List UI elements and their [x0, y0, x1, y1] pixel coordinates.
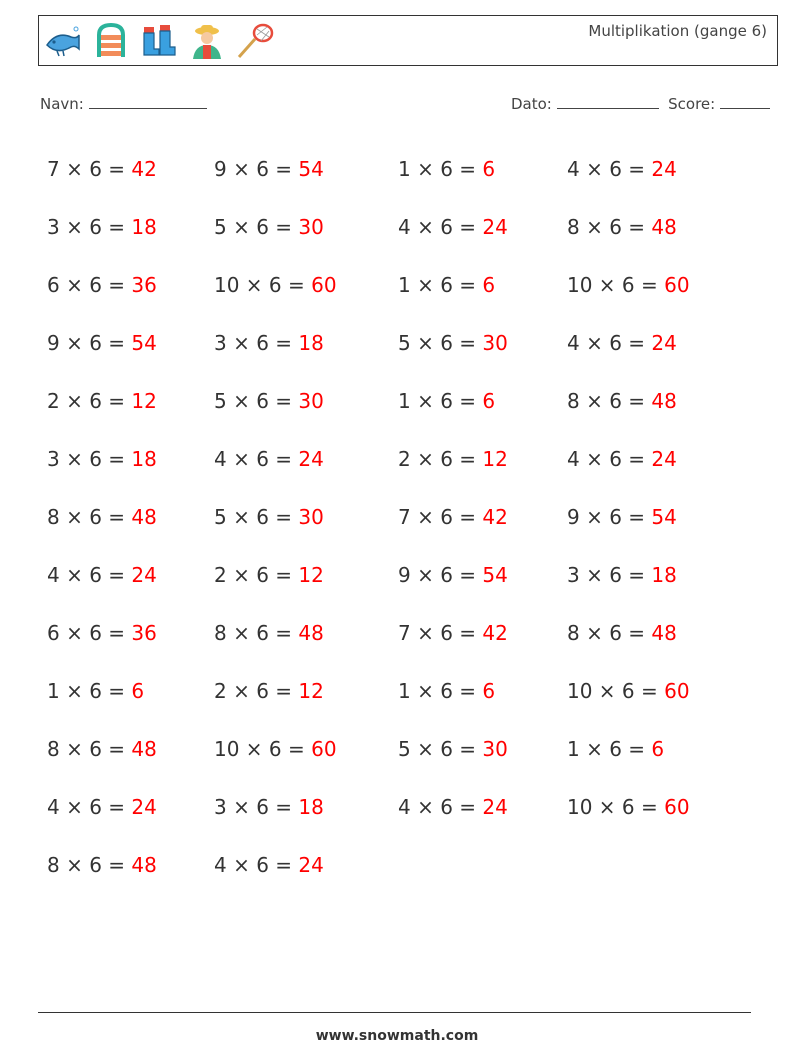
problem-question: 4 × 6 = — [567, 157, 652, 181]
problem-answer: 24 — [651, 331, 677, 355]
problem-answer: 30 — [298, 389, 324, 413]
problem-row — [47, 314, 747, 372]
name-field — [40, 94, 207, 113]
problem-question: 4 × 6 = — [47, 795, 132, 819]
problem-answer: 54 — [651, 505, 677, 529]
problem-row — [47, 372, 747, 430]
problem-answer: 48 — [131, 853, 157, 877]
problem-question: 9 × 6 = — [398, 563, 483, 587]
date-label: Dato: — [510, 95, 552, 113]
problem-question: 9 × 6 = — [567, 505, 652, 529]
problem — [214, 853, 398, 877]
problem-answer: 6 — [482, 389, 496, 413]
problem-question: 10 × 6 = — [567, 795, 665, 819]
problem-answer: 6 — [482, 157, 496, 181]
problem-question: 10 × 6 = — [567, 273, 665, 297]
problem-answer: 24 — [482, 795, 508, 819]
problem — [398, 737, 567, 761]
problem — [214, 447, 398, 471]
problem — [398, 331, 567, 355]
problem-answer: 24 — [298, 447, 324, 471]
fishing-net-icon — [235, 21, 275, 61]
problem — [47, 389, 214, 413]
problem-answer: 18 — [298, 795, 324, 819]
problem-row — [47, 720, 747, 778]
problem — [398, 273, 567, 297]
problem-answer: 30 — [482, 331, 508, 355]
problem-question: 1 × 6 = — [398, 273, 483, 297]
problem-answer: 6 — [482, 273, 496, 297]
problem — [567, 273, 747, 297]
ladder-icon — [91, 21, 131, 61]
problem — [567, 447, 747, 471]
problem-question: 5 × 6 = — [398, 331, 483, 355]
problem-answer: 24 — [651, 447, 677, 471]
problem — [567, 331, 747, 355]
problem-question: 4 × 6 = — [214, 853, 299, 877]
problem-answer: 60 — [664, 679, 690, 703]
problem — [214, 331, 398, 355]
problem — [398, 563, 567, 587]
header-box — [38, 15, 778, 66]
problem — [214, 679, 398, 703]
problem — [398, 389, 567, 413]
problem-row — [47, 198, 747, 256]
problem-answer: 6 — [482, 679, 496, 703]
problem-question: 7 × 6 = — [398, 621, 483, 645]
problem-row — [47, 778, 747, 836]
problem-question: 6 × 6 = — [47, 621, 132, 645]
problem — [567, 157, 747, 181]
problem-answer: 48 — [131, 505, 157, 529]
problem-question: 7 × 6 = — [47, 157, 132, 181]
problem-question: 9 × 6 = — [47, 331, 132, 355]
problem — [567, 621, 747, 645]
problem-row — [47, 488, 747, 546]
date-blank — [557, 94, 659, 109]
worksheet-title: Multiplikation (gange 6) — [588, 22, 767, 40]
problem-answer: 48 — [651, 389, 677, 413]
problem-answer: 36 — [131, 273, 157, 297]
problem-question: 2 × 6 = — [398, 447, 483, 471]
problem-answer: 12 — [131, 389, 157, 413]
problem-answer: 24 — [131, 795, 157, 819]
problem-question: 5 × 6 = — [214, 389, 299, 413]
problem — [47, 157, 214, 181]
problem — [567, 505, 747, 529]
problem-question: 8 × 6 = — [214, 621, 299, 645]
problem — [214, 389, 398, 413]
problem — [398, 157, 567, 181]
problem-row — [47, 256, 747, 314]
problem-question: 10 × 6 = — [214, 273, 312, 297]
problem — [567, 389, 747, 413]
problem-answer: 48 — [651, 215, 677, 239]
problem-row — [47, 140, 747, 198]
problem — [567, 737, 747, 761]
problem-question: 9 × 6 = — [214, 157, 299, 181]
problem-question: 7 × 6 = — [398, 505, 483, 529]
problem-answer: 12 — [298, 563, 324, 587]
problem-answer: 54 — [131, 331, 157, 355]
score-blank — [720, 94, 770, 109]
problem — [47, 679, 214, 703]
problem-question: 4 × 6 = — [47, 563, 132, 587]
problem-question: 10 × 6 = — [567, 679, 665, 703]
problem — [398, 447, 567, 471]
problem-row — [47, 836, 747, 894]
problem-question: 8 × 6 = — [47, 505, 132, 529]
problem — [214, 563, 398, 587]
icon-strip — [43, 20, 275, 62]
problem-answer: 18 — [131, 447, 157, 471]
problem-question: 4 × 6 = — [214, 447, 299, 471]
problem — [47, 273, 214, 297]
problem — [47, 215, 214, 239]
problem-answer: 42 — [482, 505, 508, 529]
problem — [47, 621, 214, 645]
problem-question: 4 × 6 = — [398, 795, 483, 819]
problem-question: 8 × 6 = — [567, 215, 652, 239]
problem-question: 4 × 6 = — [567, 331, 652, 355]
problem-grid — [47, 140, 747, 894]
problem-row — [47, 546, 747, 604]
problem — [214, 215, 398, 239]
problem — [398, 679, 567, 703]
problem-question: 3 × 6 = — [567, 563, 652, 587]
problem-question: 4 × 6 = — [567, 447, 652, 471]
problem-question: 3 × 6 = — [47, 215, 132, 239]
problem-question: 6 × 6 = — [47, 273, 132, 297]
problem-row — [47, 604, 747, 662]
problem-answer: 18 — [298, 331, 324, 355]
problem-answer: 36 — [131, 621, 157, 645]
problem — [47, 563, 214, 587]
problem-question: 8 × 6 = — [567, 389, 652, 413]
problem-question: 5 × 6 = — [214, 505, 299, 529]
problem-answer: 54 — [298, 157, 324, 181]
problem-answer: 12 — [482, 447, 508, 471]
problem-answer: 24 — [651, 157, 677, 181]
problem — [47, 331, 214, 355]
problem-question: 1 × 6 = — [398, 389, 483, 413]
problem-question: 1 × 6 = — [567, 737, 652, 761]
problem-answer: 24 — [298, 853, 324, 877]
problem-answer: 60 — [664, 273, 690, 297]
problem — [398, 215, 567, 239]
problem — [567, 215, 747, 239]
problem — [567, 563, 747, 587]
problem-question: 4 × 6 = — [398, 215, 483, 239]
problem-question: 1 × 6 = — [398, 157, 483, 181]
problem-question: 1 × 6 = — [398, 679, 483, 703]
problem-answer: 42 — [131, 157, 157, 181]
problem-answer: 6 — [131, 679, 145, 703]
problem — [47, 853, 214, 877]
problem — [47, 447, 214, 471]
problem-row — [47, 430, 747, 488]
problem-question: 3 × 6 = — [214, 795, 299, 819]
problem-question: 5 × 6 = — [398, 737, 483, 761]
problem-answer: 24 — [131, 563, 157, 587]
problem-answer: 60 — [664, 795, 690, 819]
problem — [214, 621, 398, 645]
problem-question: 1 × 6 = — [47, 679, 132, 703]
problem — [214, 157, 398, 181]
fish-icon — [43, 21, 83, 61]
problem — [398, 621, 567, 645]
problem-answer: 30 — [298, 215, 324, 239]
problem — [47, 795, 214, 819]
problem-answer: 30 — [482, 737, 508, 761]
problem-question: 8 × 6 = — [567, 621, 652, 645]
problem-question: 3 × 6 = — [214, 331, 299, 355]
problem-question: 2 × 6 = — [47, 389, 132, 413]
problem-answer: 24 — [482, 215, 508, 239]
name-label: Navn: — [40, 95, 84, 113]
footer-url: www.snowmath.com — [315, 1028, 479, 1044]
problem-answer: 60 — [311, 273, 337, 297]
problem — [214, 273, 398, 297]
problem-answer: 60 — [311, 737, 337, 761]
name-blank — [89, 94, 207, 109]
score-label: Score: — [668, 95, 716, 113]
problem — [47, 737, 214, 761]
problem-question: 5 × 6 = — [214, 215, 299, 239]
problem-answer: 12 — [298, 679, 324, 703]
problem — [567, 679, 747, 703]
problem-answer: 6 — [651, 737, 665, 761]
problem-answer: 18 — [651, 563, 677, 587]
problem — [567, 795, 747, 819]
problem — [398, 505, 567, 529]
problem-question: 8 × 6 = — [47, 737, 132, 761]
problem-answer: 54 — [482, 563, 508, 587]
problem-question: 3 × 6 = — [47, 447, 132, 471]
problem — [47, 505, 214, 529]
problem-answer: 48 — [298, 621, 324, 645]
footer-divider — [38, 1012, 751, 1013]
problem — [214, 795, 398, 819]
problem-question: 8 × 6 = — [47, 853, 132, 877]
problem-question: 2 × 6 = — [214, 563, 299, 587]
boots-icon — [139, 21, 179, 61]
problem-row — [47, 662, 747, 720]
problem-answer: 42 — [482, 621, 508, 645]
problem — [398, 795, 567, 819]
fisherman-icon — [187, 21, 227, 61]
problem-question: 2 × 6 = — [214, 679, 299, 703]
problem-answer: 48 — [651, 621, 677, 645]
problem-answer: 48 — [131, 737, 157, 761]
problem-answer: 30 — [298, 505, 324, 529]
date-score-fields — [511, 94, 770, 113]
problem-answer: 18 — [131, 215, 157, 239]
problem — [214, 737, 398, 761]
problem — [214, 505, 398, 529]
problem-question: 10 × 6 = — [214, 737, 312, 761]
